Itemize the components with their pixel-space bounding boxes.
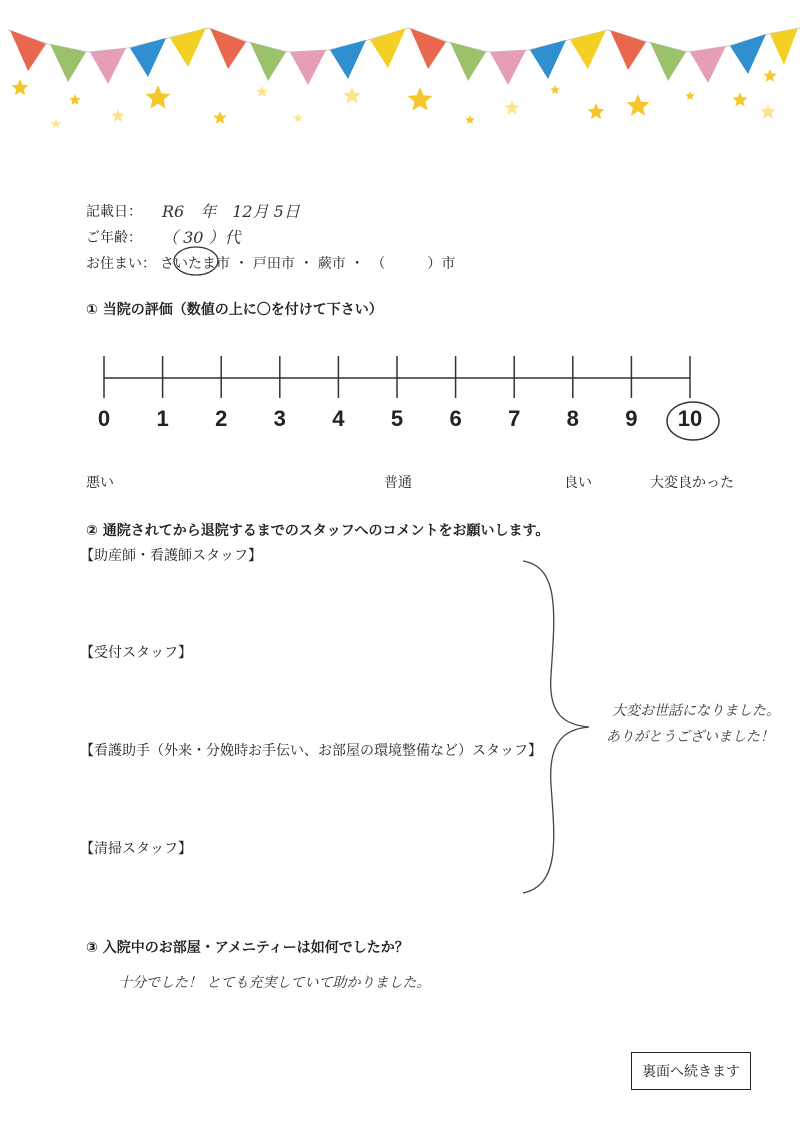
bunting-flag (50, 44, 86, 82)
q2-title: ② 通院されてから退院するまでのスタッフへのコメントをお願いします。 (86, 523, 550, 539)
q3-title: ③ 入院中のお部屋・アメニティーは如何でしたか？ (86, 940, 409, 956)
bunting-flag (770, 28, 798, 65)
star-icon (760, 104, 775, 119)
residence-label: お住まい： (86, 256, 156, 272)
staff-cleaning-label: 【清掃スタッフ】 (80, 841, 192, 857)
comment-line-1: 大変お世話になりました。 (612, 703, 780, 719)
bunting-flag (690, 46, 726, 83)
star-icon (213, 111, 226, 124)
label-bad: 悪い (86, 475, 114, 491)
star-icon (465, 115, 475, 124)
rating-scale (90, 350, 710, 400)
bunting-flag (170, 28, 206, 67)
rating-number-1: 1 (156, 406, 169, 431)
star-icon (408, 87, 433, 111)
bunting-flag (410, 28, 446, 69)
bunting-flag (450, 42, 486, 81)
residence-options: さいたま市 ・ 戸田市 ・ 蕨市 ・ （ ）市 (160, 256, 456, 272)
rating-number-7: 7 (508, 406, 521, 431)
rating-number-2: 2 (215, 406, 228, 431)
bunting-flag (290, 50, 326, 85)
star-icon (69, 94, 80, 105)
age-label: ご年齢： (86, 230, 142, 246)
rating-selected-circle (664, 399, 722, 443)
bunting-flag (130, 38, 166, 77)
star-icon (51, 119, 61, 128)
label-very-good: 大変良かった (650, 475, 734, 491)
rating-number-8: 8 (566, 406, 579, 431)
star-icon (11, 79, 28, 95)
bunting-flag (530, 40, 566, 79)
bunting-flag (370, 28, 406, 68)
age-value: （ 30 ）代 (162, 228, 241, 247)
rating-number-6: 6 (449, 406, 462, 431)
star-icon (111, 109, 124, 122)
star-icon (343, 87, 360, 103)
bunting-flag (490, 50, 526, 85)
bunting-flag (330, 40, 366, 79)
bunting-flag (90, 48, 126, 84)
rating-number-0: 0 (97, 406, 111, 431)
rating-number-3: 3 (273, 406, 286, 431)
star-icon (763, 69, 776, 82)
bunting-flag (610, 30, 646, 70)
handwritten-brace (515, 555, 595, 900)
rating-number-9: 9 (625, 406, 638, 431)
star-icon (504, 100, 519, 115)
date-value: R6 年 12月 5日 (162, 202, 300, 221)
star-icon (293, 113, 303, 122)
star-icon (685, 91, 695, 100)
rating-number-10: 10 (677, 406, 703, 431)
comment-line-2: ありがとうございました！ (606, 729, 774, 745)
residence-circle-mark (170, 244, 222, 278)
bunting-flag (210, 28, 246, 69)
date-label: 記載日： (86, 204, 142, 220)
staff-reception-label: 【受付スタッフ】 (80, 645, 192, 661)
rating-scale-lines (104, 356, 690, 398)
q1-title: ① 当院の評価（数値の上に〇を付けて下さい） (86, 302, 383, 318)
continue-box: 裏面へ続きます (631, 1052, 751, 1090)
star-icon (732, 92, 747, 107)
bunting-flag (10, 30, 46, 71)
q3-answer: 十分でした！ とても充実していて助かりました。 (118, 975, 431, 991)
star-icon (587, 103, 604, 119)
bunting-decoration (0, 0, 800, 140)
bunting-flag (250, 42, 286, 81)
star-icon (627, 94, 650, 116)
rating-number-5: 5 (390, 406, 404, 431)
bunting-flag (730, 34, 766, 74)
rating-number-4: 4 (332, 406, 345, 431)
bunting-flags (8, 28, 800, 85)
star-decorations (11, 69, 776, 128)
star-icon (146, 85, 171, 109)
star-icon (256, 86, 267, 97)
label-good: 良い (564, 475, 592, 491)
bunting-flag (650, 42, 686, 81)
staff-midwife-label: 【助産師・看護師スタッフ】 (80, 548, 262, 564)
bunting-flag (570, 30, 606, 69)
staff-assistant-label: 【看護助手（外来・分娩時お手伝い、お部屋の環境整備など）スタッフ】 (80, 743, 542, 759)
label-normal: 普通 (384, 475, 412, 491)
star-icon (550, 85, 560, 94)
